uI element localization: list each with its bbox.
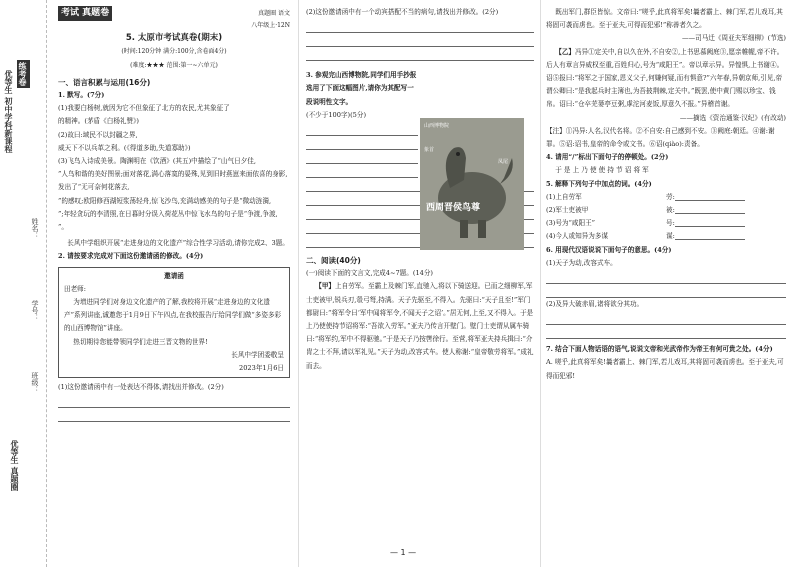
bird-zun-icon	[420, 118, 524, 250]
image-caption-tag: 凤尾	[498, 159, 509, 165]
passage-yi	[546, 46, 786, 112]
question-text: 的精神。(茅盾《白杨礼赞》)	[58, 117, 139, 126]
answer-line[interactable]	[546, 270, 786, 284]
question-text: (1)我要白杨树,就因为它不但象征了北方的农民,尤其象征了	[58, 104, 230, 113]
exam-meta: (时间:120分钟 满分:100分,含卷面4分)	[121, 48, 227, 56]
name-label: 姓名：	[31, 218, 39, 239]
image-caption-tag: 象首	[424, 147, 435, 153]
column-1	[58, 6, 290, 422]
answer-blank[interactable]	[675, 191, 745, 201]
answer-line[interactable]	[306, 19, 534, 33]
word-target: 号:	[666, 219, 675, 228]
reading-intro: (一)阅读下面的文言文,完成4~7题。(14分)	[306, 269, 434, 278]
exam-meta: (难度:★★★ 范围:第一~六单元)	[130, 61, 218, 69]
letter-signature: 长风中学团委敬呈	[231, 350, 284, 359]
question-text: 威天下不以兵革之利。(《得道多助,失道寡助》)	[58, 143, 191, 152]
letter-title: 邀请函	[164, 271, 184, 280]
activity-intro: 长风中学组织开展“走进身边的文化遗产”综合性学习活动,请你完成2、3题。	[67, 239, 289, 248]
question-text: A. 嗟乎,此真将军矣!曩者霸上、棘门军,若儿戏耳,其将固可袭而虏也。至于亚夫,可得而犯邪!	[546, 358, 784, 380]
image-caption-tag: 山西博物院	[424, 123, 450, 129]
column-divider	[298, 0, 299, 567]
word-sentence: (1)上自劳军	[546, 192, 582, 201]
question-1: 1. 默写。(7分)	[58, 91, 105, 100]
answer-line[interactable]	[306, 164, 418, 178]
question-text: (2)故曰:域民不以封疆之界,	[58, 130, 138, 139]
question-text: ”;年轻贪玩的李清照,在日暮时分误入荷花丛中惊飞水鸟的句子是“争渡,争渡,	[58, 209, 278, 218]
question-text: (2)及异大破赤眉,诸将欲分其功。	[546, 300, 644, 309]
answer-blank[interactable]	[675, 217, 745, 227]
answer-line[interactable]	[58, 408, 290, 422]
question-text: ”的感叹;欧阳修西湖短浆荡轻舟,惊飞沙鸟,充满动感美的句子是“微动涟漪,	[58, 196, 272, 205]
annotation-note: 【注】①冯异:人名,汉代名将。②不自安:自己感到不安。③阙庭:朝廷。④谢:谢罪。⑤诏:诏书,皇帝的命令或文书。⑥诏(qiào):责备。	[546, 126, 775, 149]
question-7: 7. 结合下面人物话语的语气,说说文帝和光武帝作为帝王有何可贵之处。(4分)	[546, 345, 773, 354]
word-target: 被:	[666, 206, 675, 215]
answer-line[interactable]	[306, 150, 418, 164]
passage-tag: 【甲】	[315, 282, 336, 291]
image-label: 西周晋侯鸟尊	[426, 203, 481, 213]
answer-line[interactable]	[546, 325, 786, 339]
question-4: 4. 请用“/”标出下面句子的停顿处。(2分)	[546, 153, 669, 162]
question-text: ”人鸟和谐的美好图景;面对落花,满心落寞的晏殊,见到旧时燕崽来面依喜的身影,发出了“无可奈何花落去,	[58, 170, 288, 192]
passage-source: ——摘选《资治通鉴·汉纪》(有改动)	[679, 113, 786, 122]
passage-text: 上自劳军。至霸上及棘门军,直驰入,将以下骑送迎。已而之细柳军,军士吏被甲,锐兵刃,彀弓弩,持满。天子先驱至,不得入。先驱曰:“天子且至!”军门都尉曰:“将军令曰‘军中闻将军令,不闻天子之诏’。”居无何,上至,又不得入。于是上乃使使持节诏将军:“吾欲入劳军。”亚夫乃传言开壁门。壁门士吏谓从属车骑曰:“将军约,军中不得驱驰。”于是天子乃按辔徐行。至营,将军亚夫持兵揖曰:“介胄之士不拜,请以军礼见。”天子为动,改容式车。使人称谢:“皇帝敬劳将军。”成礼而去。	[306, 282, 534, 370]
exam-title: 5. 太原市考试真卷(期末)	[125, 33, 223, 44]
word-target: 劳:	[666, 192, 675, 201]
answer-line[interactable]	[306, 33, 534, 47]
passage-text: 冯异①定关中,自以久在外,不自安②,上书思慕阙庭③,愿亲帷幄,帝不许。后人有章言异威权至重,百姓归心,号为“咸阳王”。帝以章示异。异惶惧,上书谢④。诏⑤报曰:“将军之于国家,恩义父子,何嫌何疑,而有惧意?”六年春,异朝京师,引见,帝谓公卿曰:“是我起兵时主簿也,为吾披荆棘,定关中。”既罢,使中黄门赐以珍宝、钱帛。诏曰:“仓卒芜蒌亭豆粥,虖沱河麦饭,厚意久不报。”异稽首谢。	[546, 47, 784, 109]
word-limit: (不少于100字)(5分)	[306, 110, 367, 119]
question-text: (3)飞鸟入诗成美景。陶渊明在《饮酒》(其五)中描绘了“山气日夕佳,	[58, 157, 256, 166]
word-item	[546, 217, 786, 230]
passage-source: ——司马迁《周亚夫军细柳》(节选)	[681, 34, 786, 43]
question-text: (1)这份邀请函中有一处表达不得体,请找出并修改。(2分)	[58, 383, 224, 392]
question-5: 5. 解释下列句子中加点的词。(4分)	[546, 179, 652, 188]
answer-blank[interactable]	[675, 230, 745, 240]
letter-greeting: 田老师:	[64, 284, 87, 293]
letter-date: 2023年1月6日	[239, 364, 284, 373]
answer-line[interactable]	[306, 47, 534, 61]
question-text: ”。	[58, 223, 68, 232]
word-item	[546, 230, 786, 243]
answer-line[interactable]	[306, 122, 418, 136]
word-sentence: (2)军士吏被甲	[546, 206, 589, 215]
question-text: (1)天子为动,改容式车。	[546, 258, 617, 267]
word-target: 谋:	[666, 232, 675, 241]
column-divider	[540, 0, 541, 567]
sidebar-brand-top: 优等生 初中学科新课程	[4, 70, 14, 153]
grade-label: 八年级上·12N	[251, 22, 290, 30]
question-3: 3. 参观完山西博物院,同学们用手抄报选用了下面这幅图片,请你为其配写一段说明性文字。	[306, 71, 417, 106]
passage-tag: 【乙】	[555, 47, 576, 56]
sidebar-brand-bottom: 优等生 真题圈	[10, 440, 20, 491]
letter-body: 为增进同学们对身边文化遗产的了解,我校将开展“走进身边的文化遗产”系列讲座,诚邀您于1月9日下午四点,在我校报告厅给同学们做“多姿多彩的山西博物馆”讲座。	[64, 298, 282, 333]
section-heading: 二、阅读(40分)	[306, 256, 361, 266]
class-label: 班级：	[31, 372, 39, 393]
sidebar-brand-mid: 练考卷	[18, 62, 28, 86]
artifact-image	[420, 118, 524, 250]
series-label: 真题圈 语文	[258, 10, 290, 17]
word-item	[546, 204, 786, 217]
word-sentence: (4)今人或知异为多谋	[546, 232, 609, 241]
passage-text: 既出军门,群臣皆惊。文帝曰:“嗟乎,此真将军矣!曩者霸上、棘门军,若儿戏耳,其将固可袭而虏也。至于亚夫,可得而犯邪!”称善者久之。	[546, 8, 783, 30]
answer-line[interactable]	[546, 284, 786, 298]
answer-line[interactable]	[306, 136, 418, 150]
brand-badge: 考试 真题卷	[58, 6, 112, 21]
header-bar	[58, 6, 290, 21]
question-6: 6. 用现代汉语说说下面句子的意思。(4分)	[546, 245, 672, 254]
binding-sidebar	[0, 0, 47, 567]
pause-sentence: 于 是 上 乃 使 使 持 节 诏 将 军	[555, 166, 649, 175]
word-sentence: (3)号为“咸阳王”	[546, 219, 596, 228]
passage-jia	[306, 280, 534, 372]
answer-line[interactable]	[546, 311, 786, 325]
question-text: (2)这份邀请函中有一个动宾搭配不当的病句,请找出并修改。(2分)	[306, 8, 499, 16]
answer-line[interactable]	[58, 394, 290, 408]
column-3	[546, 6, 786, 383]
id-label: 学号：	[31, 300, 39, 321]
page-number: — 1 —	[390, 548, 417, 557]
section-heading: 一、语言积累与运用(16分)	[58, 77, 151, 87]
word-item	[546, 191, 786, 204]
question-2: 2. 请按要求完成对下面这份邀请函的修改。(4分)	[58, 252, 204, 261]
letter-body: 热切期待您能带领同学们走进三晋文物的世界!	[73, 337, 208, 346]
invitation-letter	[58, 267, 290, 379]
answer-blank[interactable]	[675, 204, 745, 214]
